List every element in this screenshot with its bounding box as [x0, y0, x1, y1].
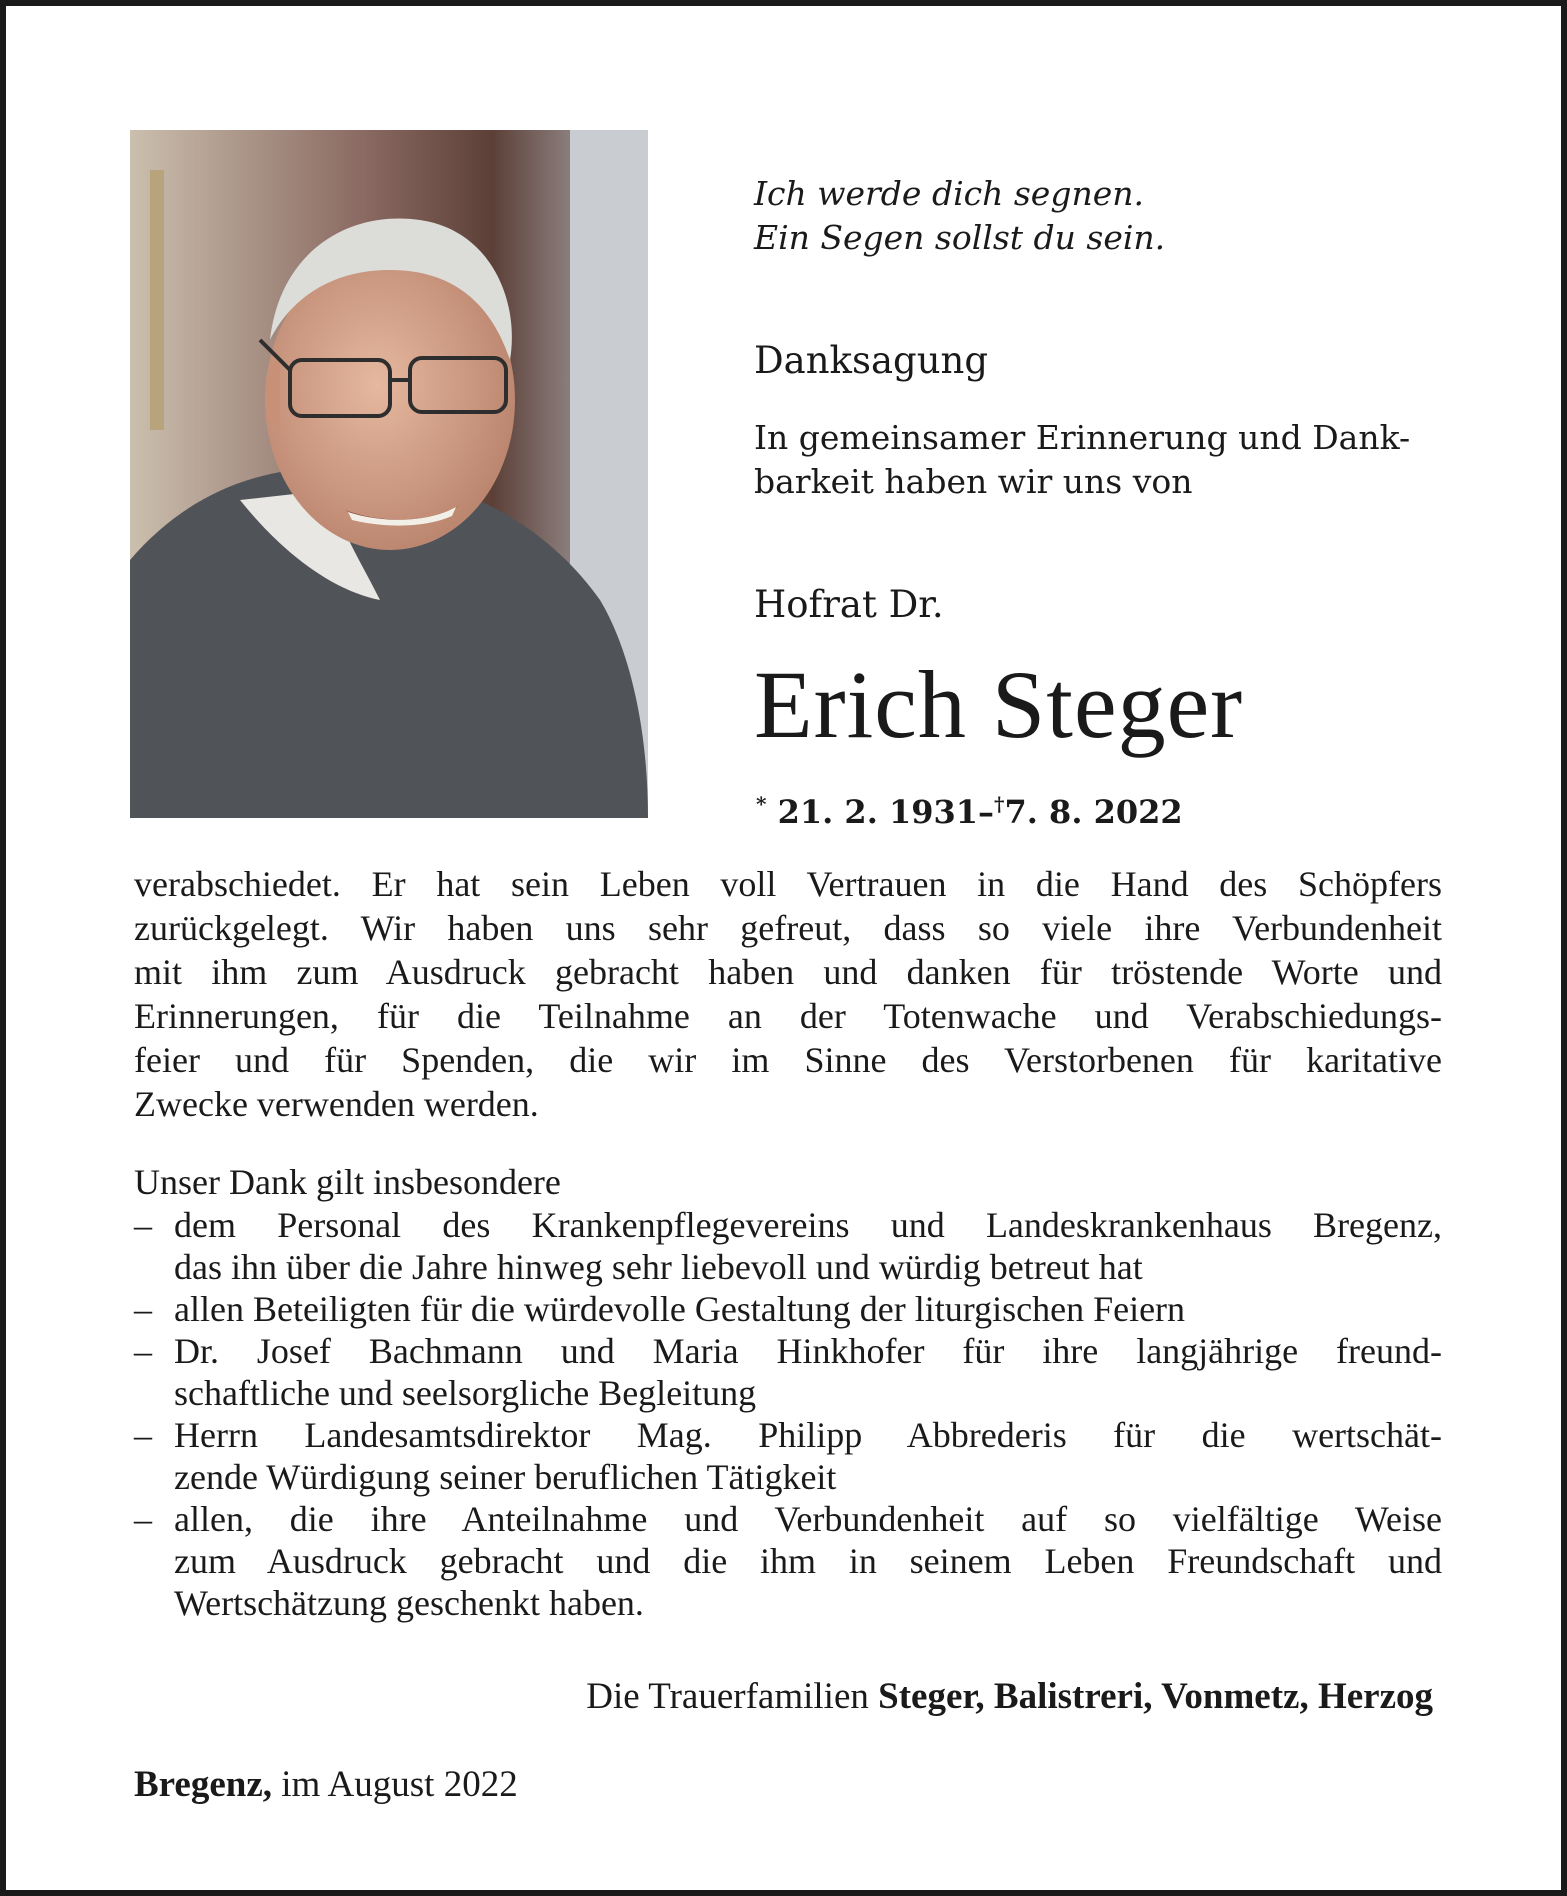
- intro-line: In gemeinsamer Erinnerung und Dank-: [754, 418, 1411, 457]
- list-item-line: schaftliche und seelsorgliche Begleitung: [174, 1373, 757, 1413]
- body-line: feier und für Spenden, die wir im Sinne des Verstorbenen für karitative: [134, 1040, 1442, 1080]
- thanks-intro: Unser Dank gilt insbesondere: [134, 1162, 561, 1202]
- body-line: Zwecke verwenden werden.: [134, 1084, 539, 1124]
- list-item: [134, 1330, 1442, 1414]
- list-item-line: Herrn Landesamtsdirektor Mag. Philipp Abbrederis für die wertschät-: [174, 1415, 1442, 1455]
- body-paragraph: [134, 862, 1442, 1126]
- quote-line: Ein Segen sollst du sein.: [754, 218, 1166, 257]
- dash-bullet: –: [134, 1289, 152, 1329]
- list-item-line: zum Ausdruck gebracht und die ihm in seinem Leben Freundschaft und: [174, 1541, 1442, 1581]
- dash-bullet: –: [134, 1205, 152, 1245]
- portrait-photo: [130, 130, 648, 818]
- place-date: [134, 1762, 518, 1808]
- list-item-line: das ihn über die Jahre hinweg sehr liebevoll und würdig betreut hat: [174, 1247, 1143, 1287]
- death-date: 7. 8. 2022: [1004, 793, 1183, 831]
- birth-date: 21. 2. 1931: [777, 793, 979, 831]
- date-text: im August 2022: [281, 1764, 518, 1805]
- family-names: Steger, Balistreri, Vonmetz, Herzog: [878, 1676, 1433, 1717]
- list-item: [134, 1498, 1442, 1624]
- place-name: Bregenz,: [134, 1764, 273, 1805]
- body-line: zurückgelegt. Wir haben uns sehr gefreut, dass so viele ihre Verbundenheit: [134, 908, 1442, 948]
- list-item-line: zende Würdigung seiner beruflichen Tätigkeit: [174, 1457, 837, 1497]
- list-item: [134, 1288, 1442, 1330]
- quote-line: Ich werde dich segnen.: [754, 174, 1144, 213]
- list-item-line: Wertschätzung geschenkt haben.: [174, 1583, 644, 1623]
- thanks-list: [134, 1204, 1442, 1624]
- families-prefix: Die Trauerfamilien: [586, 1676, 869, 1717]
- deceased-name: Erich Steger: [754, 651, 1244, 758]
- portrait-image: [130, 130, 648, 818]
- dash-bullet: –: [134, 1499, 152, 1539]
- body-line: Erinnerungen, für die Teilnahme an der Totenwache und Verabschiedungs-: [134, 996, 1442, 1036]
- list-item-line: allen, die ihre Anteilnahme und Verbundenheit auf so vielfältige Weise: [174, 1499, 1442, 1539]
- date-separator: –: [978, 793, 995, 831]
- bible-quote: [754, 172, 1165, 260]
- death-symbol: †: [994, 792, 1005, 816]
- life-dates: [756, 782, 1183, 834]
- body-line: verabschiedet. Er hat sein Leben voll Vertrauen in die Hand des Schöpfers: [134, 864, 1442, 904]
- list-item: [134, 1204, 1442, 1288]
- list-item: [134, 1414, 1442, 1498]
- intro-text: [754, 416, 1410, 504]
- mourning-families: [586, 1674, 1433, 1720]
- academic-title: Hofrat Dr.: [754, 583, 944, 626]
- list-item-line: allen Beteiligten für die würdevolle Gestaltung der liturgischen Feiern: [174, 1289, 1186, 1329]
- list-item-line: dem Personal des Krankenpflegevereins und Landeskrankenhaus Bregenz,: [174, 1205, 1442, 1245]
- birth-symbol: *: [756, 792, 767, 816]
- dash-bullet: –: [134, 1331, 152, 1371]
- list-item-line: Dr. Josef Bachmann und Maria Hinkhofer für ihre langjährige freund-: [174, 1331, 1442, 1371]
- page-heading: Danksagung: [754, 339, 989, 382]
- dash-bullet: –: [134, 1415, 152, 1455]
- intro-line: barkeit haben wir uns von: [754, 462, 1193, 501]
- body-line: mit ihm zum Ausdruck gebracht haben und danken für tröstende Worte und: [134, 952, 1442, 992]
